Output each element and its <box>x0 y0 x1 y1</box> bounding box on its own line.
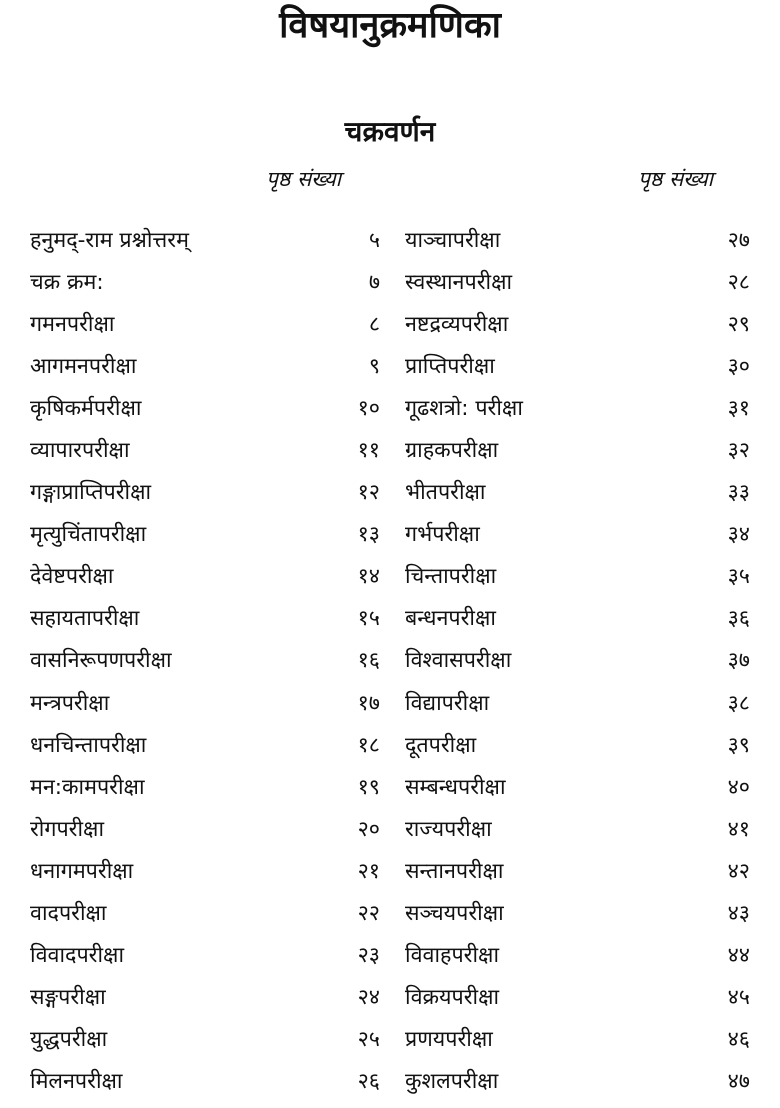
toc-entry-page-number: २४ <box>357 985 380 1011</box>
toc-entry-left <box>30 218 380 260</box>
toc-entry-page-number: ४४ <box>727 943 750 969</box>
toc-entry-label: व्यापारपरीक्षा <box>30 438 130 464</box>
toc-entry-label: दूतपरीक्षा <box>405 732 477 758</box>
toc-entry-right <box>405 765 750 807</box>
toc-entry-page-number: १८ <box>357 732 380 758</box>
toc-entry-label: वादपरीक्षा <box>30 901 107 927</box>
toc-entry-right <box>405 639 750 681</box>
toc-entry-label: प्राप्तिपरीक्षा <box>405 353 495 379</box>
toc-entry-page-number: २९ <box>727 311 750 337</box>
toc-entry-right <box>405 218 750 260</box>
toc-entry-label: विवाहपरीक्षा <box>405 943 500 969</box>
toc-entry-label: चिन्तापरीक्षा <box>405 564 497 590</box>
toc-entry-page-number: ३५ <box>727 564 750 590</box>
toc-entry-label: नष्टद्रव्यपरीक्षा <box>405 311 509 337</box>
toc-entry-page-number: ५ <box>368 227 380 253</box>
toc-entry-left <box>30 765 380 807</box>
toc-entry-label: धनचिन्तापरीक्षा <box>30 732 147 758</box>
toc-entry-label: देवेष्टपरीक्षा <box>30 564 114 590</box>
toc-entry-page-number: ४७ <box>727 1069 750 1095</box>
toc-entry-right <box>405 681 750 723</box>
toc-entry-left <box>30 849 380 891</box>
toc-entry-label: विद्यापरीक्षा <box>405 690 490 716</box>
toc-entry-left <box>30 1018 380 1060</box>
toc-entry-label: मिलनपरीक्षा <box>30 1069 123 1095</box>
toc-entry-left <box>30 302 380 344</box>
toc-entry-label: सञ्चयपरीक्षा <box>405 901 504 927</box>
toc-entry-right <box>405 849 750 891</box>
toc-entry-page-number: २२ <box>357 901 380 927</box>
toc-entry-left <box>30 428 380 470</box>
toc-entry-page-number: ३८ <box>727 690 750 716</box>
toc-entry-label: विवादपरीक्षा <box>30 943 125 969</box>
toc-entry-page-number: २६ <box>357 1069 380 1095</box>
toc-entry-left <box>30 344 380 386</box>
toc-entry-page-number: ४० <box>727 774 750 800</box>
toc-entry-page-number: १० <box>357 395 380 421</box>
toc-entry-page-number: २५ <box>357 1027 380 1053</box>
toc-entry-page-number: ३६ <box>727 606 750 632</box>
toc-entry-page-number: ३७ <box>727 648 750 674</box>
toc-entry-label: गर्भपरीक्षा <box>405 522 480 548</box>
toc-entry-left <box>30 597 380 639</box>
toc-entry-page-number: ३९ <box>727 732 750 758</box>
toc-entry-label: सहायतापरीक्षा <box>30 606 140 632</box>
toc-entry-page-number: ३२ <box>727 438 750 464</box>
toc-left-column <box>30 218 380 1102</box>
toc-entry-label: युद्धपरीक्षा <box>30 1027 108 1053</box>
toc-entry-label: धनागमपरीक्षा <box>30 858 134 884</box>
toc-entry-page-number: ४१ <box>727 816 750 842</box>
toc-entry-label: गमनपरीक्षा <box>30 311 115 337</box>
toc-entry-page-number: ११ <box>357 438 380 464</box>
toc-entry-label: आगमनपरीक्षा <box>30 353 137 379</box>
toc-entry-label: हनुमद्-राम प्रश्नोत्तरम् <box>30 227 189 253</box>
toc-entry-right <box>405 302 750 344</box>
toc-entry-page-number: ३४ <box>727 522 750 548</box>
toc-entry-label: राज्यपरीक्षा <box>405 816 492 842</box>
toc-entry-page-number: १९ <box>357 774 380 800</box>
toc-entry-label: विश्वासपरीक्षा <box>405 648 512 674</box>
toc-entry-page-number: ८ <box>368 311 380 337</box>
toc-entry-page-number: २३ <box>357 943 380 969</box>
toc-entry-right <box>405 344 750 386</box>
toc-entry-label: मन्त्रपरीक्षा <box>30 690 110 716</box>
toc-entry-label: गूढशत्रो: परीक्षा <box>405 395 523 421</box>
toc-entry-right <box>405 1018 750 1060</box>
page-title: विषयानुक्रमणिका <box>279 5 501 46</box>
toc-entry-left <box>30 639 380 681</box>
toc-entry-left <box>30 1060 380 1102</box>
toc-entry-page-number: १४ <box>357 564 380 590</box>
toc-entry-page-number: १५ <box>357 606 380 632</box>
toc-entry-right <box>405 513 750 555</box>
toc-entry-page-number: ३१ <box>727 395 750 421</box>
toc-entry-label: भीतपरीक्षा <box>405 480 486 506</box>
toc-entry-label: मन:कामपरीक्षा <box>30 774 145 800</box>
toc-entry-right <box>405 934 750 976</box>
toc-entry-left <box>30 555 380 597</box>
toc-entry-right <box>405 428 750 470</box>
toc-entry-label: कृषिकर्मपरीक्षा <box>30 395 142 421</box>
toc-entry-label: वासनिरूपणपरीक्षा <box>30 648 172 674</box>
toc-entry-right <box>405 260 750 302</box>
right-page-number-header: पृष्ठ संख्या <box>638 167 714 191</box>
toc-entry-page-number: ४३ <box>727 901 750 927</box>
toc-entry-left <box>30 260 380 302</box>
toc-entry-page-number: ४२ <box>727 858 750 884</box>
section-title: चक्रवर्णन <box>344 115 436 148</box>
toc-entry-label: याञ्चापरीक्षा <box>405 227 501 253</box>
toc-entry-page-number: ४५ <box>727 985 750 1011</box>
left-page-number-header: पृष्ठ संख्या <box>266 167 342 191</box>
toc-entry-left <box>30 807 380 849</box>
toc-entry-right <box>405 892 750 934</box>
toc-entry-left <box>30 681 380 723</box>
toc-entry-left <box>30 892 380 934</box>
toc-entry-label: सम्बन्धपरीक्षा <box>405 774 506 800</box>
toc-entry-right <box>405 555 750 597</box>
toc-entry-label: चक्र क्रम: <box>30 269 104 295</box>
toc-entry-page-number: १६ <box>357 648 380 674</box>
toc-entry-right <box>405 723 750 765</box>
toc-entry-label: सन्तानपरीक्षा <box>405 858 504 884</box>
toc-entry-label: रोगपरीक्षा <box>30 816 105 842</box>
toc-entry-page-number: ३३ <box>727 480 750 506</box>
toc-entry-label: कुशलपरीक्षा <box>405 1069 499 1095</box>
toc-entry-label: बन्धनपरीक्षा <box>405 606 496 632</box>
toc-entry-page-number: ७ <box>368 269 380 295</box>
toc-entry-page-number: २७ <box>727 227 750 253</box>
toc-entry-label: सङ्गपरीक्षा <box>30 985 106 1011</box>
toc-entry-label: ग्राहकपरीक्षा <box>405 438 499 464</box>
toc-entry-page-number: २८ <box>727 269 750 295</box>
toc-entry-page-number: २० <box>357 816 380 842</box>
toc-entry-left <box>30 723 380 765</box>
toc-entry-page-number: ४६ <box>727 1027 750 1053</box>
toc-entry-right <box>405 471 750 513</box>
toc-entry-right <box>405 597 750 639</box>
toc-entry-right <box>405 976 750 1018</box>
toc-entry-label: मृत्युचिंतापरीक्षा <box>30 522 147 548</box>
toc-entry-label: गङ्गाप्राप्तिपरीक्षा <box>30 480 152 506</box>
toc-entry-left <box>30 471 380 513</box>
toc-right-column <box>405 218 750 1102</box>
toc-entry-page-number: २१ <box>357 858 380 884</box>
toc-entry-right <box>405 1060 750 1102</box>
toc-entry-label: विक्रयपरीक्षा <box>405 985 500 1011</box>
toc-entry-page-number: १७ <box>357 690 380 716</box>
toc-entry-left <box>30 976 380 1018</box>
toc-entry-page-number: १३ <box>357 522 380 548</box>
toc-entry-label: स्वस्थानपरीक्षा <box>405 269 513 295</box>
toc-entry-right <box>405 386 750 428</box>
toc-entry-page-number: १२ <box>357 480 380 506</box>
toc-entry-left <box>30 386 380 428</box>
toc-entry-left <box>30 934 380 976</box>
toc-entry-page-number: ३० <box>727 353 750 379</box>
toc-entry-page-number: ९ <box>368 353 380 379</box>
toc-entry-right <box>405 807 750 849</box>
toc-entry-label: प्रणयपरीक्षा <box>405 1027 493 1053</box>
toc-entry-left <box>30 513 380 555</box>
